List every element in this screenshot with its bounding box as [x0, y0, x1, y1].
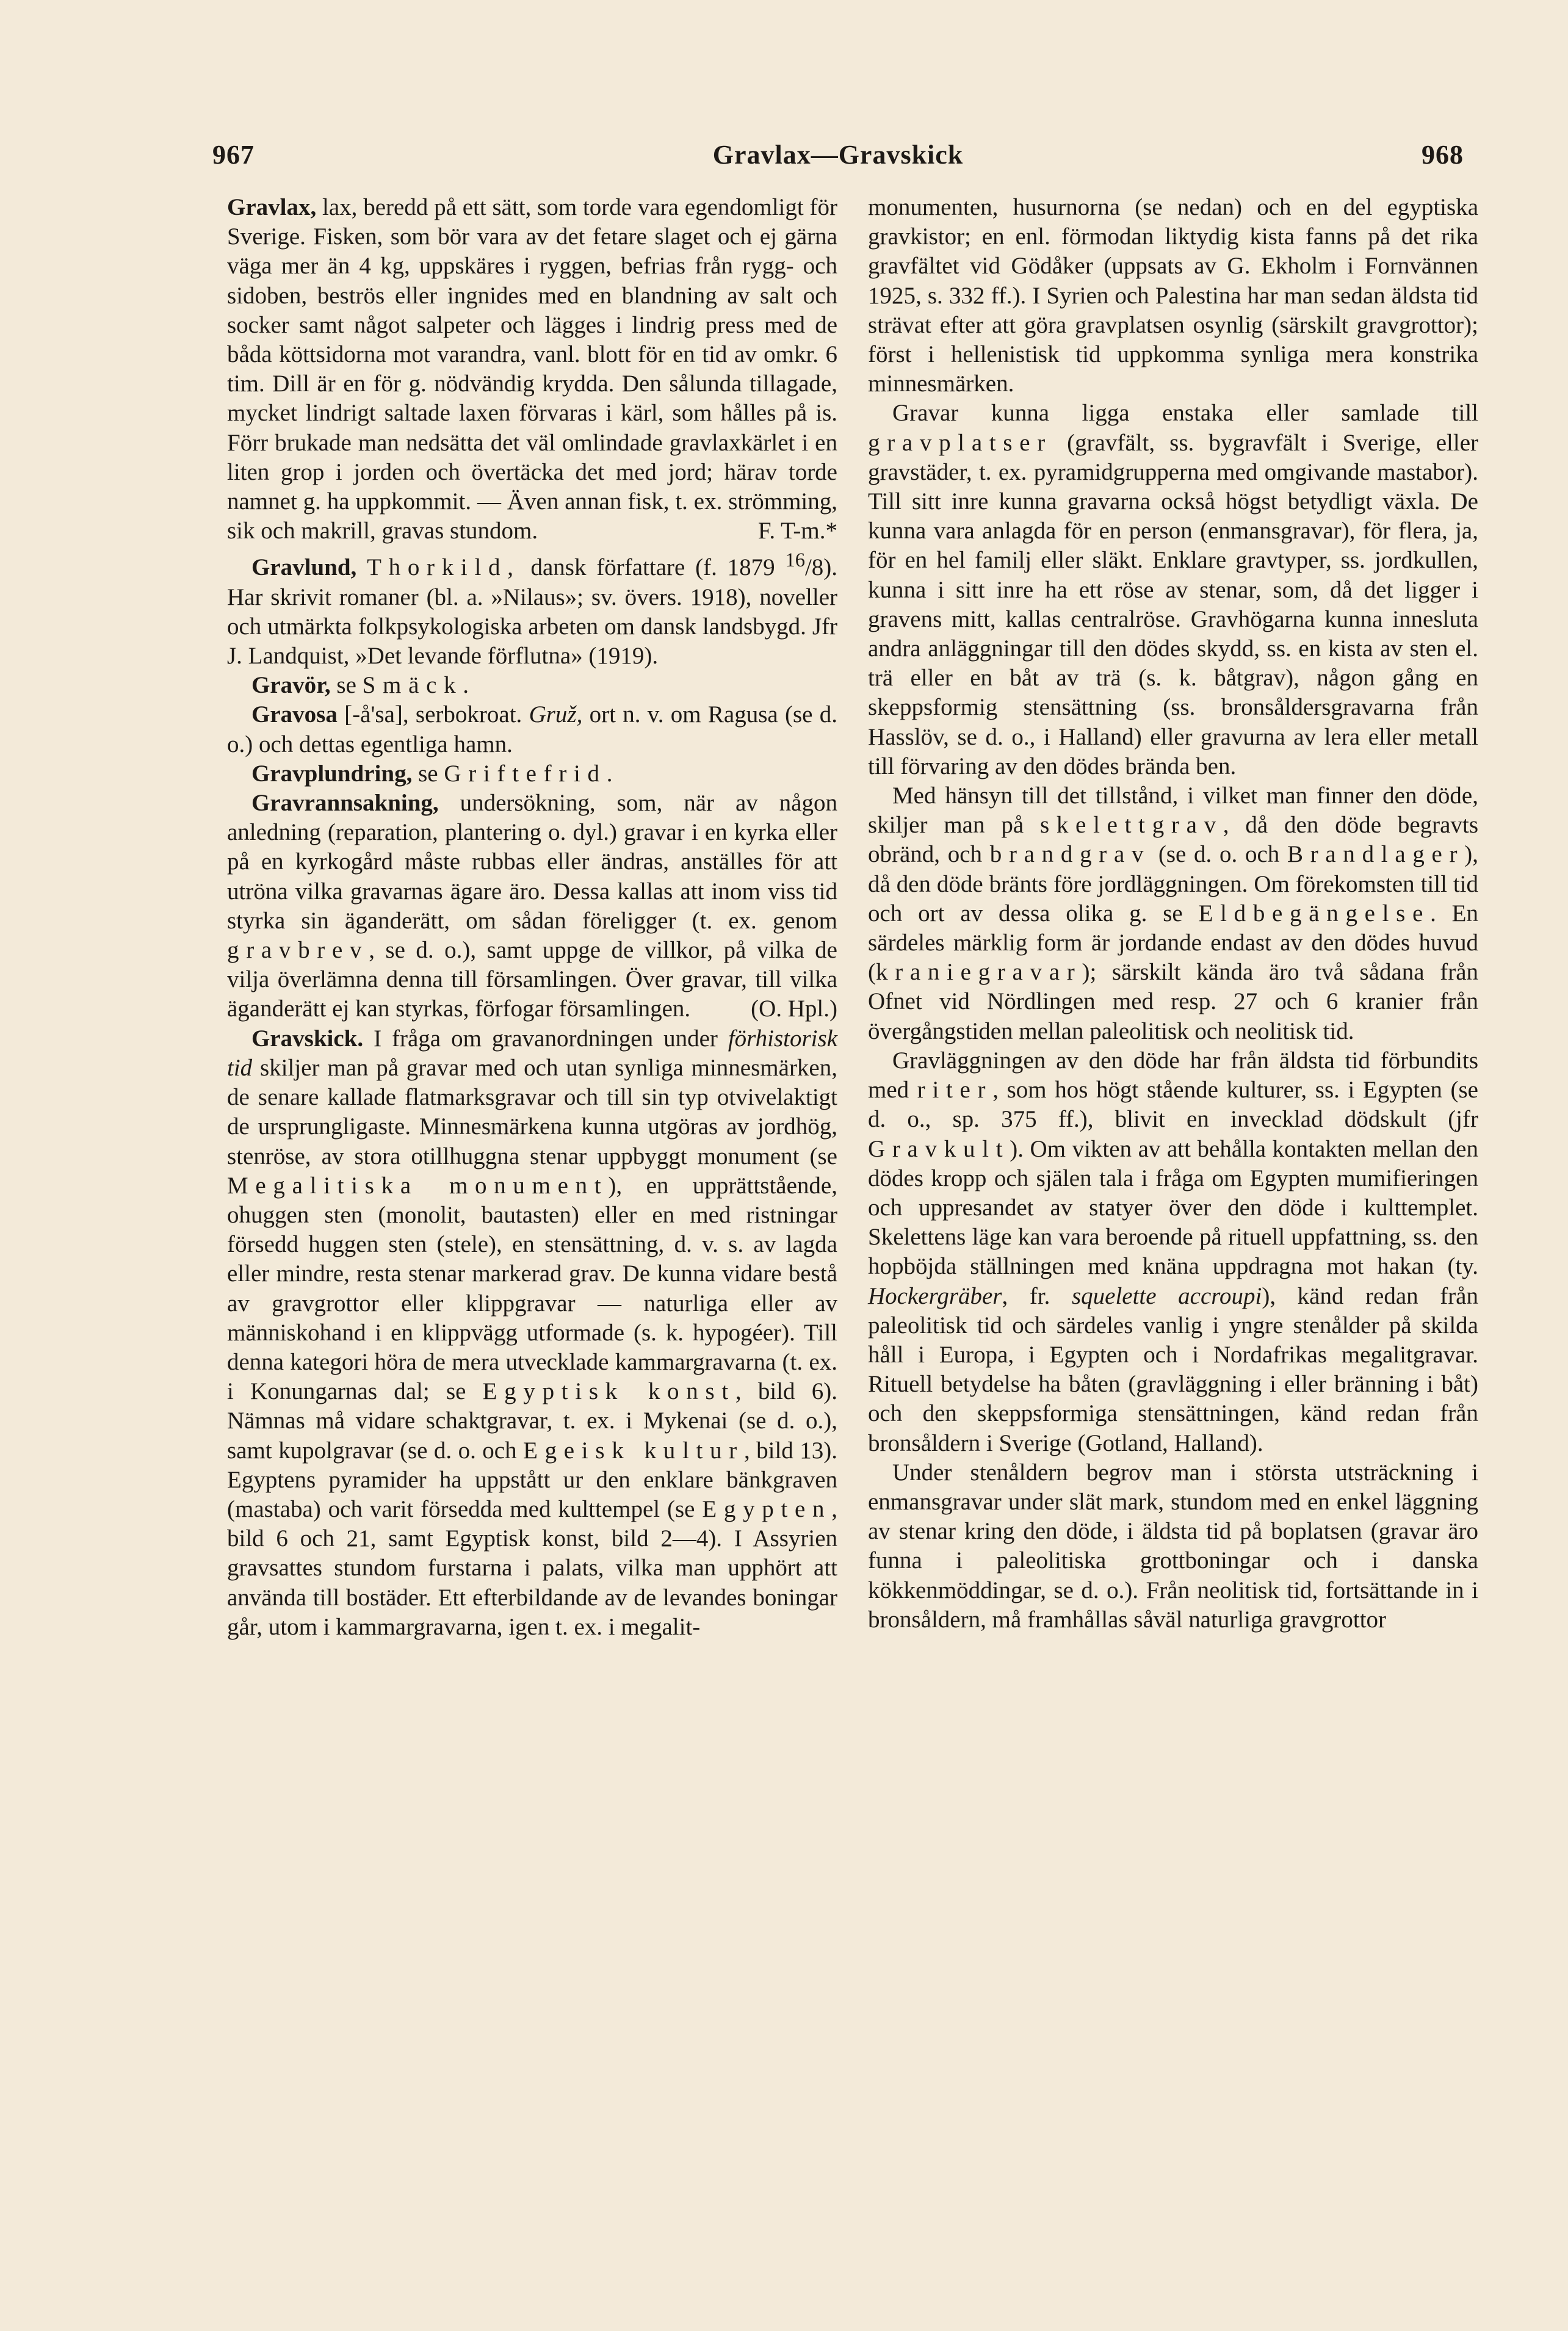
entry-text: . En särdeles märklig form är jordande endast av den dödes huvud ( [868, 900, 1478, 986]
entry-gravor [227, 671, 837, 700]
cross-reference: Brandlager [1287, 841, 1465, 868]
entry-text: ); särskilt kända äro två sådana från Ofnet vid Nördlingen med resp. 27 och 6 kranier från övergångstiden mellan paleolitisk och neolitisk tid. [868, 959, 1478, 1044]
headword: Gravlax, [227, 194, 317, 220]
page-number-left: 967 [212, 140, 255, 170]
entry-text: undersökning, som, när av någon anledning (reparation, plantering o. dyl.) gravar i en kyrka eller på en kyrkogård måste rubbas eller ändras, anställes för att utröna vilka gravarnas ägare äro. Dessa kallas att inom viss tid styrka sin äganderätt, om sådan föreligger (t. ex. genom [227, 790, 837, 934]
left-column [227, 193, 837, 1642]
entry-text: ), känd redan från paleolitisk tid och särdeles vanlig i yngre stenålder på skilda håll i Europa, i Egypten och i Nordafrikas megalitgravar. Rituell betydelse ha båten (gravläggning i eller bränning i båt) och den skeppsformiga stensättningen, känd redan från bronsåldern i Sverige (Gotland, Halland). [868, 1282, 1478, 1456]
right-column [868, 193, 1478, 1635]
entry-text: Gravläggningen av den döde har från äldsta tid förbundits med [868, 1047, 1478, 1104]
spaced-term: kraniegravar [876, 959, 1082, 986]
headword: Gravrannsakning, [251, 790, 439, 817]
spaced-term: riter [917, 1077, 993, 1104]
entry-text: ort n. v. om Ragusa (se d. o.) och dettas egentliga hamn. [227, 701, 837, 757]
superscript-day: 16 [785, 549, 805, 572]
entry-text: I fråga om gravanordningen under [363, 1025, 728, 1052]
entry-text: (gravfält, ss. bygravfält i Sverige, eller gravstäder, t. ex. pyramidgrupperna med omgivande mastabor). Till sitt inre kunna gravarna också högst betydligt växla. De kunna vara anlagda för en person (enmansgravar), för flera, ja, för en hel familj eller släkt. Enklare gravtyper, ss. jordkullen, kunna i sitt inre ha ett röse av stenar, som, då det ligger i gravens mitt, kallas centralröse. Gravhögarna kunna innesluta andra anläggningar till den dödes skydd, ss. en kista av sten el. trä eller en båt av trä (s. k. båtgrav), någon gång en skeppsformig stensättning (ss. bronsåldersgravarna från Hasslöv, se d. o., i Halland) eller gravurna av lera eller metall till förvaring av den dödes brända ben. [868, 429, 1478, 779]
entry-text: , som hos högt stående kulturer, ss. i Egypten (se d. o., sp. 375 ff.), blivit en invecklad dödskult (jfr [868, 1077, 1478, 1133]
cross-reference: gravbrev [227, 937, 369, 964]
paragraph: Under stenåldern begrov man i största utsträckning i enmansgravar under slät mark, stundom med en enkel läggning av stenar kring den döde, i äldsta tid på boplatsen (gravar äro funna i paleolitiska grottboningar och i danska kökkenmöddingar, se d. o.). Från neolitisk tid, fortsättande in i bronsåldern, må framhållas såväl naturliga gravgrottor [868, 1459, 1478, 1633]
entry-text: Gravar kunna ligga enstaka eller samlade till [892, 400, 1478, 427]
author-signature: F. T-m.* [757, 518, 837, 544]
entry-text: , då den döde begravts obränd, och [868, 812, 1478, 868]
entry-text: se [412, 760, 444, 787]
italic-term: Gruž, [529, 701, 583, 728]
italic-term: squelette accroupi [1071, 1282, 1262, 1309]
entry-text: ), en upprättstående, ohuggen sten (monolit, bautasten) eller en med ristningar försedd huggen sten (stele), en stensättning, d. v. s. av lagda eller mindre, resta stenar markerad grav. De kunna vidare bestå av gravgrottor eller klippgravar — naturliga eller av människohand i en klippvägg utformade (s. k. hypogéer). Till denna kategori höra de mera utvecklade kammargravarna (t. ex. i Konungarnas dal; se [227, 1172, 837, 1405]
spaced-term: skelettgrav [1039, 812, 1223, 839]
entry-text: , bild 6). Nämnas må vidare schaktgravar, t. ex. i Mykenai (se d. o.), samt kupolgravar (se d. o. och [227, 1378, 837, 1464]
cross-reference: Griftefrid [444, 760, 607, 787]
headword: Gravskick. [251, 1025, 364, 1052]
entry-text: , se d. o.), samt uppge de villkor, på vilka de vilja överlämna denna till församlingen. Över gravar, till vilka äganderätt ej kan styrkas, förfogar församlingen. [227, 937, 837, 1022]
entry-text: dansk författare (f. 1879 [520, 554, 786, 581]
entry-text: /8). Har skrivit romaner (bl. a. »Nilaus»; sv. övers. 1918), noveller och utmärkta folkpsykologiska arbeten om dansk landsbygd. Jfr J. Landquist, »Det levande förflutna» (1919). [227, 554, 838, 670]
running-title: Gravlax—Gravskick [712, 140, 964, 170]
entry-gravrannsakning [227, 789, 837, 1024]
entry-text: . [463, 672, 469, 699]
headword: Gravör, [251, 672, 331, 699]
paragraph [868, 781, 1478, 1046]
entry-gravosa [227, 700, 837, 759]
entry-gravskick [227, 1024, 837, 1642]
entry-gravlund [227, 546, 837, 671]
entry-text: (se d. o. och [1151, 841, 1287, 868]
italic-term: Hockergräber [868, 1282, 1002, 1309]
cross-reference: Smäck [362, 672, 463, 699]
entry-text: ). Om vikten av att behålla kontakten mellan den dödes kropp och själen tala i fråga om Egypten mumifieringen och uppresandet av statyer över den döde i kulttemplet. Skelettens läge kan vara beroende på rituell uppfattning, ss. den hopböjda ställningen med knäna uppdragna mot hakan (ty. [868, 1135, 1478, 1280]
entry-gravplundring [227, 759, 837, 789]
entry-text: , bild 13). Egyptens pyramider ha uppstått ur den enklare bänkgraven (mastaba) och varit försedda med kulttempel (se [227, 1437, 837, 1522]
cross-reference: Eldbegängelse [1198, 900, 1431, 927]
paragraph [868, 1046, 1478, 1458]
entry-text: skiljer man på gravar med och utan synliga minnesmärken, de senare kallade flatmarksgravar och till sin typ otvivelaktigt de ursprungligaste. Minnesmärkena kunna utgöras av jordhög, stenröse, av stora otillhuggna stenar uppbyggt monument (se [227, 1054, 837, 1169]
cross-reference: Gravkult [868, 1135, 1010, 1162]
entry-text: , bild 6 och 21, samt Egyptisk konst, bild 2—4). I Assyrien gravsattes stundom furstarna i palats, vilka man upphört att använda till bostäder. Ett efterbildande av de levandes boningar går, utom i kammargravarna, igen t. ex. i megalit- [227, 1495, 837, 1640]
spaced-term: gravplatser [868, 429, 1052, 456]
headword: Gravlund, [251, 554, 357, 581]
paragraph: monumenten, husurnorna (se nedan) och en del egyptiska gravkistor; en enl. förmodan liktydig kista fanns på det rika gravfältet vid Gödåker (uppsats av G. Ekholm i Fornvännen 1925, s. 332 ff.). I Syrien och Palestina har man sedan äldsta tid strävat efter att göra gravplatsen osynlig (särskilt gravgrottor); först i hellenistisk tid uppkomma synliga mera konstrika minnesmärken. [868, 194, 1478, 397]
paragraph [868, 399, 1478, 781]
entry-text: Med hänsyn till det tillstånd, i vilket man finner den döde, skiljer man på [868, 782, 1478, 839]
cross-reference: Egyptisk konst [482, 1378, 735, 1405]
author-signature: (O. Hpl.) [751, 996, 837, 1022]
spaced-term: brandgrav [989, 841, 1151, 868]
entry-text: se [330, 672, 363, 699]
cross-reference: Egeisk kultur [523, 1437, 744, 1464]
entry-text: [-å'sa], serbokroat. [337, 701, 529, 728]
headword: Gravplundring, [251, 760, 413, 787]
spaced-name: Thorkild, [367, 554, 521, 581]
cross-reference: Megalitiska monument [227, 1172, 609, 1199]
cross-reference: Egypten [702, 1495, 832, 1522]
page-number-right: 968 [1422, 140, 1464, 170]
entry-text: . [606, 760, 613, 787]
entry-gravlax [227, 193, 837, 546]
entry-text: lax, beredd på ett sätt, som torde vara egendomligt för Sverige. Fisken, som bör vara av det fetare slaget och ej gärna väga mer än 4 kg, uppskäres i ryggen, befrias från rygg- och sidoben, beströs eller ingnides med en blandning av salt och socker samt något salpeter och lägges i lindrig press med de båda köttsidorna mot varandra, vanl. blott för en tid av omkr. 6 tim. Dill är en för g. nödvändig krydda. Den sålunda tillagade, mycket lindrigt saltade laxen förvaras i kärl, som hålles på is. Förr brukade man nedsätta det väl omlindade gravlaxkärlet i en liten grop i jorden och övertäcka det med jord; härav torde namnet g. ha uppkommit. — Även annan fisk, t. ex. strömming, sik och makrill, gravas stundom. [227, 194, 837, 544]
page-header [212, 139, 1464, 188]
entry-text: ), då den döde bränts före jordläggningen. Om förekomsten till tid och ort av dessa olika g. se [868, 841, 1478, 927]
headword: Gravosa [251, 701, 338, 728]
entry-text: , fr. [1002, 1282, 1072, 1309]
italic-term: förhistorisk tid [227, 1025, 837, 1081]
